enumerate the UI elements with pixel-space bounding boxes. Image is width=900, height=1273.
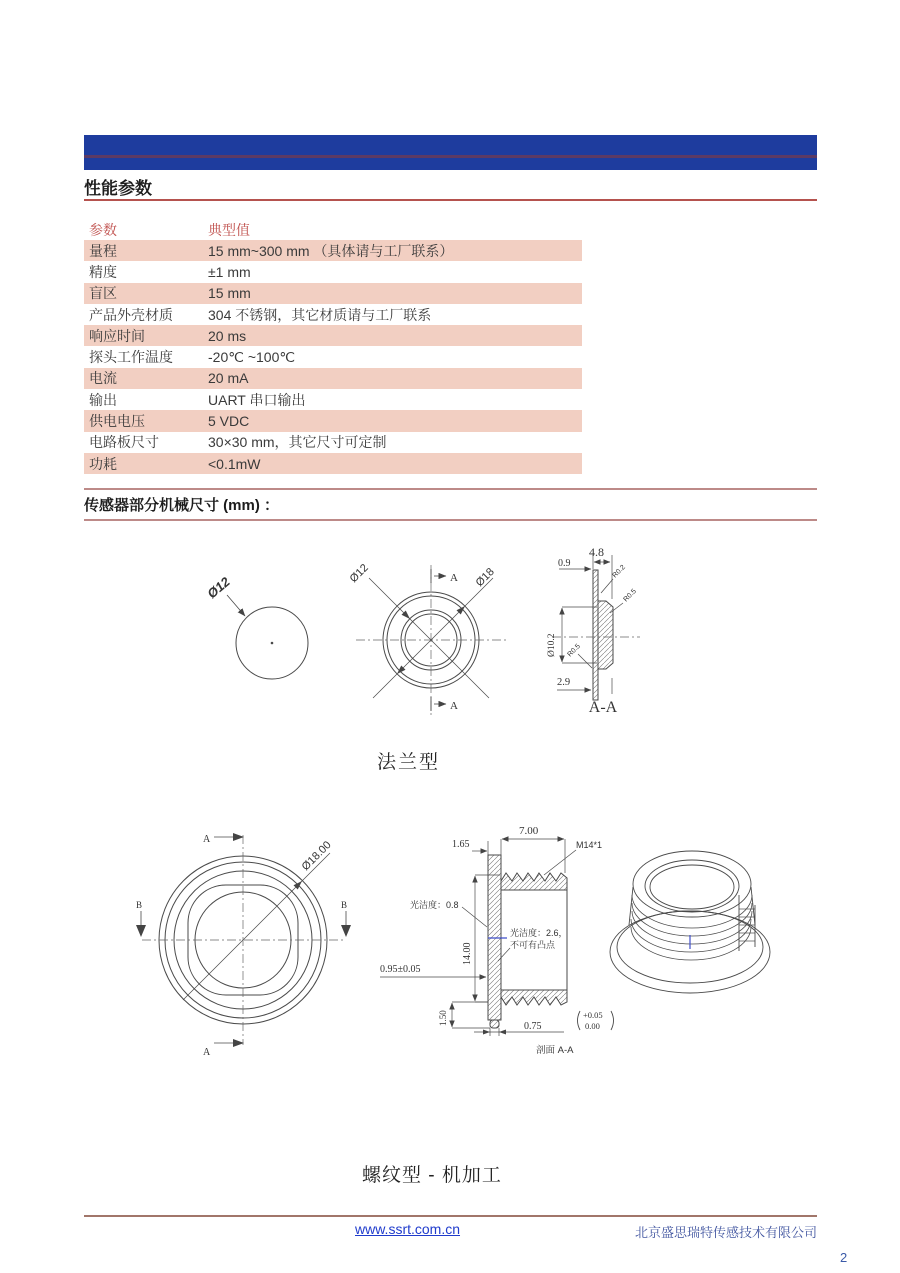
- dim-label: Ø18: [473, 565, 497, 590]
- dim-label: 0.75: [524, 1021, 542, 1032]
- param-value: ±1 mm: [208, 263, 251, 280]
- section-view-label: 剖面 A-A: [536, 1045, 574, 1056]
- section-title-performance: 性能参数: [84, 179, 152, 198]
- section-marker: B: [136, 900, 143, 910]
- table-row: [84, 304, 582, 325]
- tolerance-label: +0.05: [583, 1010, 603, 1020]
- flange-section-hub: [598, 601, 613, 669]
- dim-label: Ø12: [347, 561, 371, 586]
- param-name: 盲区: [89, 285, 117, 302]
- header-bar: [84, 135, 817, 170]
- table-header-row: [84, 219, 582, 240]
- param-name: 量程: [89, 242, 117, 259]
- header-bar-stripe: [84, 155, 817, 158]
- dim-label: 7.00: [519, 825, 539, 837]
- flange-type-drawing: [84, 533, 817, 738]
- param-name: 精度: [89, 263, 117, 280]
- dim-label: 1.50: [438, 1010, 448, 1026]
- dim-label: 0.95±0.05: [380, 964, 421, 975]
- threaded-type-drawing: [84, 815, 817, 1085]
- radius-label: R0.5: [622, 588, 638, 604]
- section-marker: A: [450, 572, 458, 584]
- param-name: 电流: [89, 370, 117, 387]
- table-row: [84, 240, 582, 261]
- finish-note: 不可有凸点: [510, 940, 556, 950]
- section-title-dimensions: 传感器部分机械尺寸 (mm) ：: [84, 497, 280, 514]
- param-value: 304 不锈钢，其它材质请与工厂联系: [208, 306, 432, 323]
- section-marker: A: [203, 834, 211, 845]
- section-view-label: A-A: [588, 699, 618, 716]
- column-header-value: 典型值: [208, 221, 250, 238]
- dim-label: 14.00: [462, 942, 473, 965]
- section-marker: A: [450, 700, 458, 712]
- section-divider: [84, 519, 817, 521]
- param-name: 输出: [89, 391, 117, 408]
- section-divider: [84, 199, 817, 201]
- dim-label: Ø10.2: [547, 633, 557, 657]
- table-row: [84, 283, 582, 304]
- param-name: 电路板尺寸: [89, 434, 159, 451]
- param-name: 供电电压: [89, 413, 145, 430]
- thread-section-top-band: [501, 873, 567, 890]
- param-name: 产品外壳材质: [89, 306, 173, 323]
- tolerance-label: 0.00: [585, 1021, 600, 1031]
- section-marker: A: [203, 1047, 211, 1058]
- table-row: [84, 346, 582, 367]
- param-value: 15 mm~300 mm （具体请与工厂联系）: [208, 242, 454, 259]
- table-row: [84, 389, 582, 410]
- table-row: [84, 432, 582, 453]
- table-row: [84, 325, 582, 346]
- footer-company-name: 北京盛思瑞特传感技术有限公司: [634, 1225, 817, 1240]
- param-value: 15 mm: [208, 285, 251, 302]
- spec-table: [84, 219, 582, 474]
- param-value: 20 ms: [208, 327, 247, 344]
- footer-divider: [84, 1215, 817, 1217]
- finish-note: 光洁度：0.8: [410, 900, 459, 910]
- flange-section-wall: [593, 570, 598, 700]
- param-name: 功耗: [89, 455, 117, 472]
- table-body: [84, 240, 582, 474]
- param-name: 探头工作温度: [89, 349, 173, 366]
- section-marker: B: [341, 900, 348, 910]
- thread-section-bottom-band: [501, 990, 567, 1005]
- column-header-param: 参数: [89, 221, 117, 238]
- param-name: 响应时间: [89, 327, 145, 344]
- drawing-caption-threaded: 螺纹型 - 机加工: [362, 1165, 502, 1186]
- dim-label: 0.9: [558, 558, 571, 569]
- radius-label: R0.2: [611, 564, 627, 580]
- finish-note: 光洁度：2.6，: [510, 928, 568, 938]
- param-value: <0.1mW: [208, 455, 261, 472]
- dim-label: Ø12: [204, 574, 233, 602]
- table-row: [84, 453, 582, 474]
- drawing-caption-flange: 法兰型: [377, 752, 441, 773]
- radius-label: R0.5: [566, 643, 582, 659]
- table-row: [84, 368, 582, 389]
- param-value: 30×30 mm，其它尺寸可定制: [208, 434, 387, 451]
- dim-label: Ø18.00: [299, 839, 334, 874]
- param-value: -20℃ ~100℃: [208, 348, 296, 365]
- section-divider: [84, 488, 817, 490]
- thread-spec-label: M14*1: [576, 840, 603, 850]
- dim-label: 2.9: [557, 677, 571, 688]
- threaded-plug-isometric: [610, 851, 770, 993]
- table-row: [84, 410, 582, 431]
- page-number: 2: [840, 1250, 848, 1265]
- param-value: UART 串口输出: [208, 391, 306, 408]
- param-value: 5 VDC: [208, 413, 250, 430]
- param-value: 20 mA: [208, 370, 249, 387]
- table-row: [84, 261, 582, 282]
- footer-website-link[interactable]: www.ssrt.com.cn: [355, 1221, 461, 1237]
- dim-label: 1.65: [452, 839, 470, 850]
- dim-label: 4.8: [589, 545, 604, 559]
